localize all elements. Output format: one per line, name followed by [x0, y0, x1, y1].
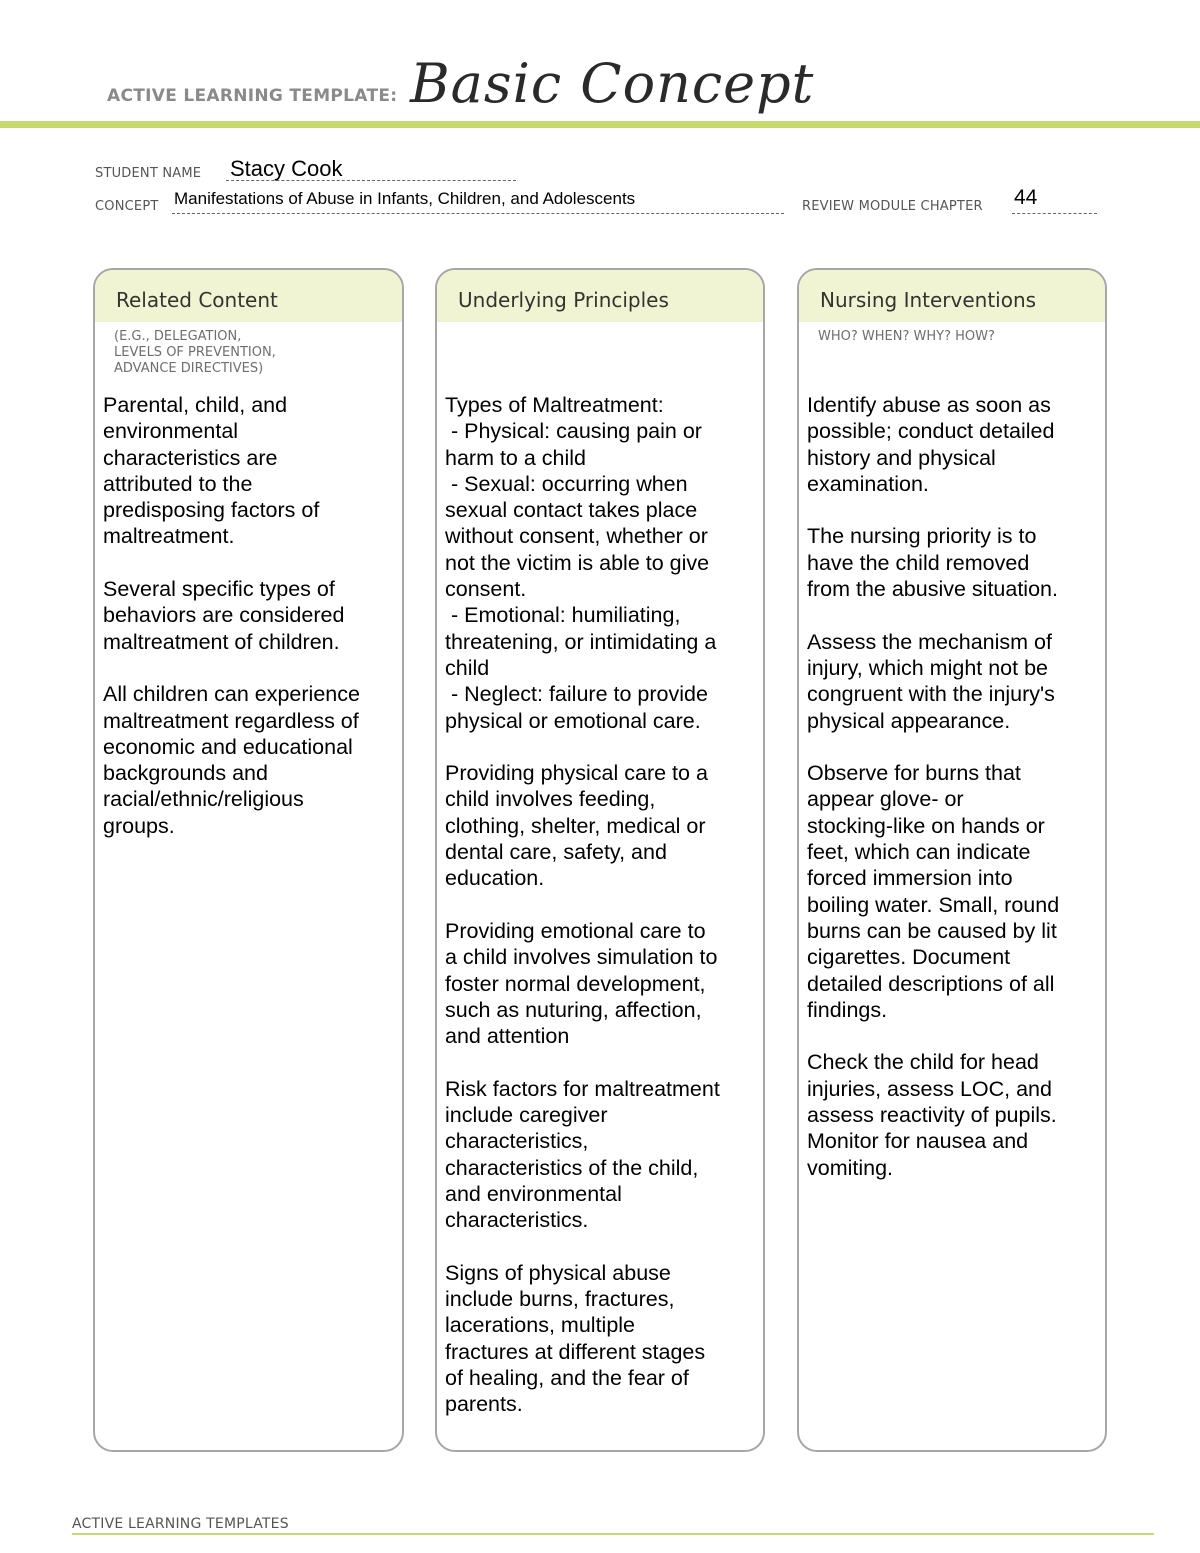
- template-title: Basic Concept: [410, 52, 815, 115]
- underlying-principles-header: Underlying Principles: [437, 270, 763, 322]
- chapter-line: [1012, 213, 1097, 214]
- chapter-label: REVIEW MODULE CHAPTER: [802, 199, 983, 214]
- chapter-value[interactable]: 44: [1014, 186, 1038, 209]
- student-name-label: STUDENT NAME: [95, 166, 202, 181]
- template-label: ACTIVE LEARNING TEMPLATE:: [107, 86, 398, 106]
- student-name-value[interactable]: Stacy Cook: [230, 156, 343, 181]
- concept-value[interactable]: Manifestations of Abuse in Infants, Children, and Adolescents: [174, 189, 636, 208]
- underlying-principles-body[interactable]: Types of Maltreatment: - Physical: causing pain or harm to a child - Sexual: occurring when sexual contact takes place without consent, whether or not the victim is able to give consent. - Emotional: humiliating, threatening, or intimidating a child - Neglect: failure to provide physical or emotional care. Providing physical care to a child involves feeding, clothing, shelter, medical or dental care, safety, and education. Providing emotional care to a child involves simulation to foster normal development, such as nuturing, affection, and attention Risk factors for maltreatment include caregiver characteristics, characteristics of the child, and environmental characteristics. Signs of physical abuse include burns, fractures, lacerations, multiple fractures at different stages of healing, and the fear of parents.: [445, 393, 720, 1417]
- nursing-interventions-hint: WHO? WHEN? WHY? HOW?: [818, 329, 995, 344]
- related-content-hint: (E.G., DELEGATION, LEVELS OF PREVENTION, ADVANCE DIRECTIVES): [114, 329, 276, 376]
- related-content-header: Related Content: [95, 270, 402, 322]
- nursing-interventions-body[interactable]: Identify abuse as soon as possible; conduct detailed history and physical examination. The nursing priority is to have the child removed from the abusive situation. Assess the mechanism of injury, which might not be congruent with the injury's physical appearance. Observe for burns that appear glove- or stocking-like on hands or feet, which can indicate forced immersion into boiling water. Small, round burns can be caused by lit cigarettes. Document detailed descriptions of all findings. Check the child for head injuries, assess LOC, and assess reactivity of pupils. Monitor for nausea and vomiting.: [807, 393, 1060, 1180]
- nursing-interventions-header: Nursing Interventions: [799, 270, 1105, 322]
- concept-line: [172, 213, 784, 214]
- related-content-body[interactable]: Parental, child, and environmental characteristics are attributed to the predisposing factors of maltreatment. Several specific types of behaviors are considered maltreatment of children. All children can experience maltreatment regardless of economic and educational backgrounds and racial/ethnic/religious groups.: [103, 393, 360, 838]
- footer-rule: [72, 1533, 1154, 1535]
- related-content-card: [93, 268, 404, 1452]
- nursing-interventions-card: [797, 268, 1107, 1452]
- footer-label: ACTIVE LEARNING TEMPLATES: [72, 1516, 289, 1532]
- header-rule: [0, 121, 1200, 128]
- underlying-principles-card: [435, 268, 765, 1452]
- concept-label: CONCEPT: [95, 199, 159, 214]
